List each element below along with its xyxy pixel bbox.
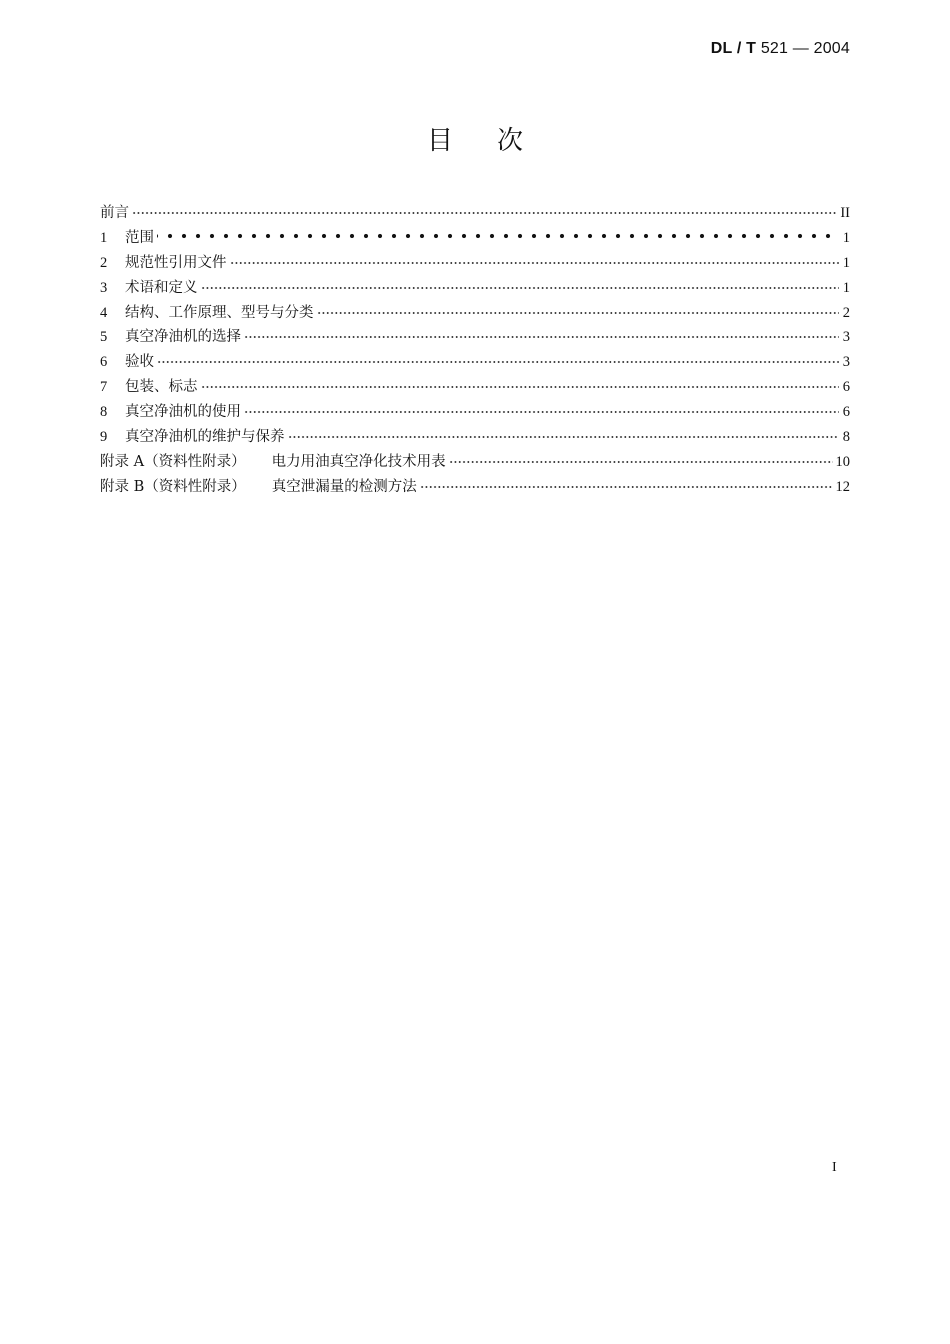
toc-entry-title: 真空净油机的选择 (125, 329, 241, 346)
toc-entry-number: 1 (100, 229, 108, 246)
toc-entry-title: 范围 (125, 229, 154, 246)
dot-leader (201, 278, 840, 292)
toc-entry-page: 6 (842, 379, 850, 396)
toc-entry-1[interactable] (100, 226, 850, 251)
toc-entry-page: 1 (842, 229, 850, 246)
dot-leader (288, 427, 840, 441)
toc-entry-page: 10 (835, 453, 850, 470)
toc-entry-number: 9 (100, 429, 108, 446)
toc-entry-page: 3 (842, 354, 850, 371)
appendix-title: 真空泄漏量的检测方法 (271, 478, 417, 495)
appendix-label: 附录 B（资料性附录） (100, 478, 246, 495)
toc-entry-page: 3 (842, 329, 850, 346)
toc-entry-page: II (840, 205, 850, 221)
dot-leader (244, 402, 839, 416)
bullet-leader (157, 228, 833, 242)
toc-entry-7[interactable] (100, 375, 850, 400)
dot-leader (317, 303, 840, 317)
toc-entry-title: 真空净油机的使用 (125, 404, 241, 421)
toc-entry-appendix-b[interactable] (100, 475, 850, 500)
toc-entry-page: 1 (842, 254, 850, 271)
toc-entry-number: 5 (100, 329, 108, 346)
toc-entry-title: 前言 (100, 205, 129, 221)
toc-entry-number: 3 (100, 279, 108, 296)
toc-entry-number: 4 (100, 304, 108, 321)
dot-leader (201, 377, 840, 391)
appendix-title: 电力用油真空净化技术用表 (271, 453, 446, 470)
toc-entry-6[interactable] (100, 350, 850, 375)
toc-entry-title: 包装、标志 (125, 379, 198, 396)
toc-entry-number: 7 (100, 379, 108, 396)
toc-entry-title: 术语和定义 (125, 279, 198, 296)
toc-entry-appendix-a[interactable] (100, 450, 850, 475)
dot-leader (449, 452, 833, 466)
toc-entry-8[interactable] (100, 400, 850, 425)
toc-entry-number: 2 (100, 254, 108, 271)
dot-leader (132, 203, 837, 217)
page-number: I (832, 1160, 837, 1175)
toc-entry-page: 6 (842, 404, 850, 421)
toc-entry-number: 8 (100, 404, 108, 421)
toc-entry-page: 1 (842, 279, 850, 296)
document-standard-code (711, 40, 850, 58)
toc-entry-4[interactable] (100, 301, 850, 326)
dot-leader (230, 253, 840, 267)
toc-entry-page: 12 (835, 478, 850, 495)
dot-leader (244, 327, 839, 341)
toc-entry-title: 规范性引用文件 (125, 254, 227, 271)
toc-entry-2[interactable] (100, 251, 850, 276)
standard-number: 521 — 2004 (760, 40, 850, 57)
toc-entry-5[interactable] (100, 325, 850, 350)
toc-entry-page: 2 (842, 304, 850, 321)
page-title: 目次 (426, 126, 567, 156)
toc-entry-number: 6 (100, 354, 108, 371)
toc-entry-title: 真空净油机的维护与保养 (125, 429, 285, 446)
dot-leader (157, 352, 839, 366)
appendix-label: 附录 A（资料性附录） (100, 453, 246, 470)
toc-entry-page: 8 (842, 429, 850, 446)
toc-entry-title: 结构、工作原理、型号与分类 (125, 304, 314, 321)
standard-prefix: DL / T (710, 40, 757, 57)
toc-entry-title: 验收 (125, 354, 154, 371)
table-of-contents (100, 201, 850, 500)
toc-entry-3[interactable] (100, 276, 850, 301)
dot-leader (420, 477, 833, 491)
toc-entry-preface[interactable] (100, 201, 850, 226)
toc-entry-9[interactable] (100, 425, 850, 450)
